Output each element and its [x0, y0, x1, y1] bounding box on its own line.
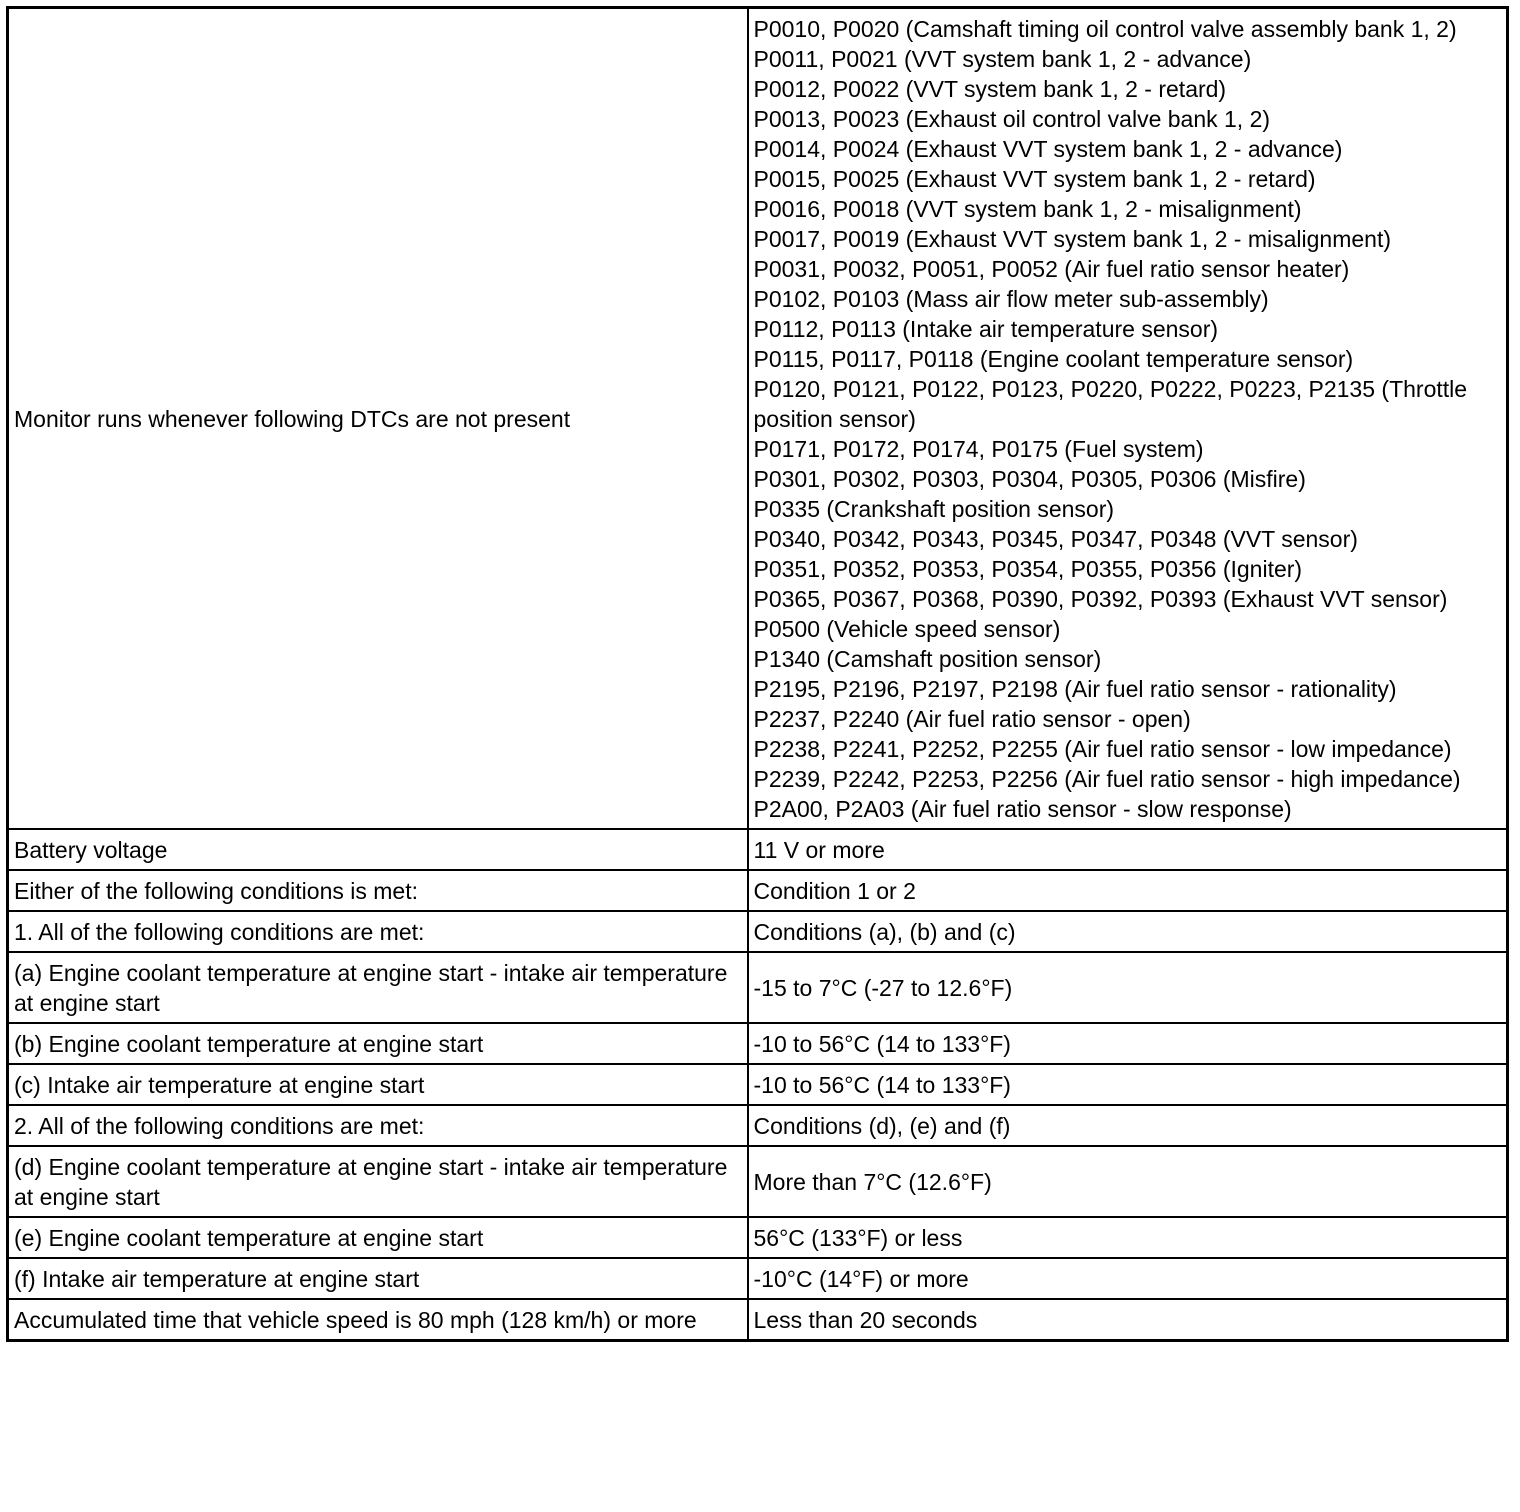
dtc-entry: P0301, P0302, P0303, P0304, P0305, P0306 (Misfire)	[753, 466, 1306, 492]
dtc-entry: P0016, P0018 (VVT system bank 1, 2 - misalignment)	[753, 196, 1302, 222]
condition-value-cell: Less than 20 seconds	[748, 1299, 1508, 1341]
dtc-entry: P0115, P0117, P0118 (Engine coolant temperature sensor)	[753, 346, 1354, 372]
table-row-condition-1	[8, 911, 1508, 952]
condition-name-cell: 1. All of the following conditions are met:	[8, 911, 748, 952]
dtc-entry: P0340, P0342, P0343, P0345, P0347, P0348 (VVT sensor)	[753, 526, 1358, 552]
dtc-entry: P0031, P0032, P0051, P0052 (Air fuel ratio sensor heater)	[753, 256, 1350, 282]
condition-value-cell: Conditions (d), (e) and (f)	[748, 1105, 1508, 1146]
condition-name-cell: Accumulated time that vehicle speed is 80 mph (128 km/h) or more	[8, 1299, 748, 1341]
table-row-condition-c	[8, 1064, 1508, 1105]
condition-value-cell: -15 to 7°C (-27 to 12.6°F)	[748, 952, 1508, 1023]
dtc-entry: P2238, P2241, P2252, P2255 (Air fuel ratio sensor - low impedance)	[753, 736, 1452, 762]
dtc-entry: P2A00, P2A03 (Air fuel ratio sensor - slow response)	[753, 796, 1292, 822]
condition-value-cell: More than 7°C (12.6°F)	[748, 1146, 1508, 1217]
condition-value-cell: -10 to 56°C (14 to 133°F)	[748, 1023, 1508, 1064]
dtc-entry: P0014, P0024 (Exhaust VVT system bank 1, 2 - advance)	[753, 136, 1343, 162]
condition-name-cell: (b) Engine coolant temperature at engine start	[8, 1023, 748, 1064]
document-page	[6, 6, 1506, 1342]
condition-name-cell: (e) Engine coolant temperature at engine start	[8, 1217, 748, 1258]
table-row-condition-b	[8, 1023, 1508, 1064]
dtc-entry: P0171, P0172, P0174, P0175 (Fuel system)	[753, 436, 1204, 462]
table-row-either-condition	[8, 870, 1508, 911]
dtc-entry: P0012, P0022 (VVT system bank 1, 2 - retard)	[753, 76, 1227, 102]
table-row-condition-e	[8, 1217, 1508, 1258]
condition-value-cell: Conditions (a), (b) and (c)	[748, 911, 1508, 952]
condition-name-cell: Either of the following conditions is met:	[8, 870, 748, 911]
dtc-entry: P0120, P0121, P0122, P0123, P0220, P0222, P0223, P2135 (Throttle position sensor)	[753, 376, 1468, 432]
dtc-entry: P0112, P0113 (Intake air temperature sensor)	[753, 316, 1219, 342]
dtc-entry: P2239, P2242, P2253, P2256 (Air fuel ratio sensor - high impedance)	[753, 766, 1461, 792]
condition-value-cell: 11 V or more	[748, 829, 1508, 870]
table-row-dtc	[8, 8, 1508, 830]
dtc-label-cell: Monitor runs whenever following DTCs are not present	[8, 8, 748, 830]
dtc-entry: P1340 (Camshaft position sensor)	[753, 646, 1102, 672]
condition-name-cell: Battery voltage	[8, 829, 748, 870]
condition-value-cell: -10°C (14°F) or more	[748, 1258, 1508, 1299]
condition-value-cell: 56°C (133°F) or less	[748, 1217, 1508, 1258]
dtc-entry: P0500 (Vehicle speed sensor)	[753, 616, 1061, 642]
table-row-condition-2	[8, 1105, 1508, 1146]
condition-value-cell: -10 to 56°C (14 to 133°F)	[748, 1064, 1508, 1105]
condition-name-cell: 2. All of the following conditions are met:	[8, 1105, 748, 1146]
dtc-entry: P2237, P2240 (Air fuel ratio sensor - open)	[753, 706, 1191, 732]
dtc-entry: P0011, P0021 (VVT system bank 1, 2 - advance)	[753, 46, 1252, 72]
table-row-condition-a	[8, 952, 1508, 1023]
condition-name-cell: (f) Intake air temperature at engine start	[8, 1258, 748, 1299]
dtc-entry: P0017, P0019 (Exhaust VVT system bank 1, 2 - misalignment)	[753, 226, 1391, 252]
dtc-entry: P2195, P2196, P2197, P2198 (Air fuel ratio sensor - rationality)	[753, 676, 1397, 702]
dtc-list-cell	[748, 8, 1508, 830]
dtc-entry: P0351, P0352, P0353, P0354, P0355, P0356 (Igniter)	[753, 556, 1303, 582]
table-row-battery-voltage	[8, 829, 1508, 870]
dtc-entry: P0013, P0023 (Exhaust oil control valve bank 1, 2)	[753, 106, 1271, 132]
dtc-entry: P0015, P0025 (Exhaust VVT system bank 1, 2 - retard)	[753, 166, 1316, 192]
condition-name-cell: (c) Intake air temperature at engine start	[8, 1064, 748, 1105]
table-row-condition-d	[8, 1146, 1508, 1217]
dtc-entry: P0010, P0020 (Camshaft timing oil control valve assembly bank 1, 2)	[753, 16, 1457, 42]
dtc-entry: P0335 (Crankshaft position sensor)	[753, 496, 1115, 522]
dtc-entry: P0365, P0367, P0368, P0390, P0392, P0393 (Exhaust VVT sensor)	[753, 586, 1448, 612]
condition-value-cell: Condition 1 or 2	[748, 870, 1508, 911]
monitor-conditions-table	[6, 6, 1509, 1342]
table-row-accumulated-time	[8, 1299, 1508, 1341]
condition-name-cell: (a) Engine coolant temperature at engine start - intake air temperature at engine start	[8, 952, 748, 1023]
condition-name-cell: (d) Engine coolant temperature at engine start - intake air temperature at engine start	[8, 1146, 748, 1217]
table-row-condition-f	[8, 1258, 1508, 1299]
dtc-entry: P0102, P0103 (Mass air flow meter sub-assembly)	[753, 286, 1269, 312]
